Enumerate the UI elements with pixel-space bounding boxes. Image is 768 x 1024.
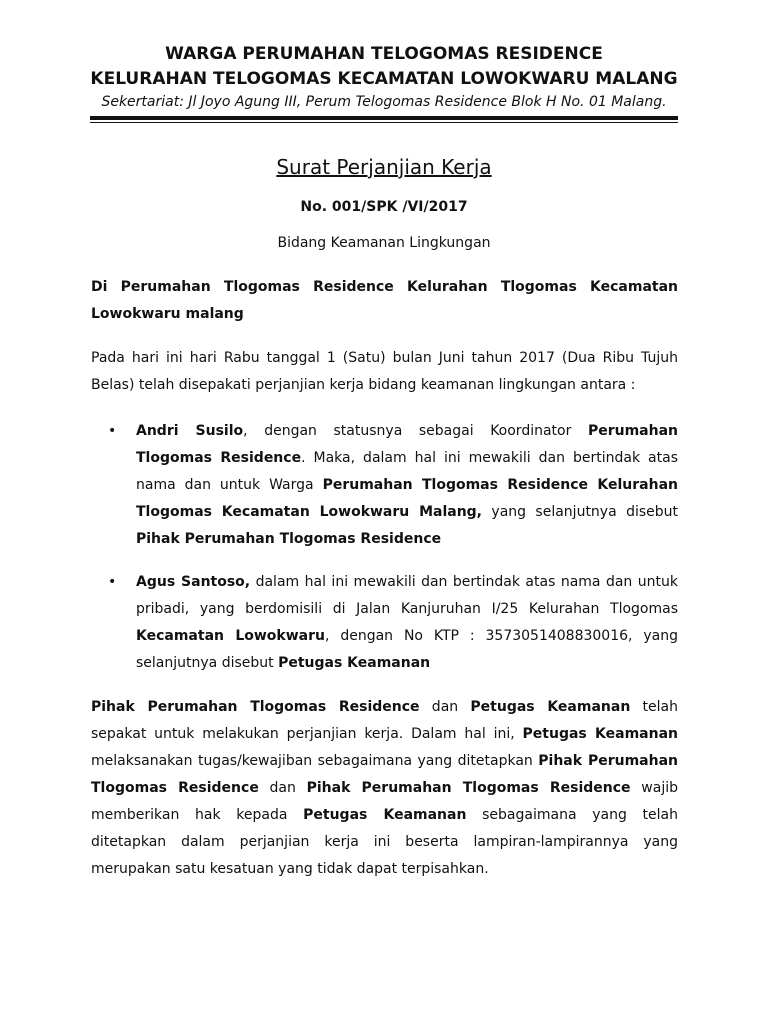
agreement-bold-text: Pihak Perumahan Tlogomas Residence bbox=[306, 780, 631, 796]
party-bold-text: Kecamatan Lowokwaru bbox=[136, 628, 325, 644]
agreement-text: melaksanakan tugas/kewajiban sebagaimana yang ditetapkan bbox=[91, 753, 539, 769]
agreement-bold-text: Petugas Keamanan bbox=[303, 807, 467, 823]
party-designation: Pihak Perumahan Tlogomas Residence bbox=[136, 531, 442, 547]
letterhead-organization: WARGA PERUMAHAN TELOGOMAS RESIDENCE bbox=[165, 44, 603, 64]
location-text: Di Perumahan Tlogomas Residence Kelurahan Tlogomas Kecamatan Lowokwaru malang bbox=[91, 279, 678, 322]
document-title: Surat Perjanjian Kerja bbox=[276, 155, 492, 179]
party-text: yang selanjutnya disebut bbox=[482, 504, 678, 520]
agreement-text: wajib memberikan hak kepada bbox=[91, 780, 678, 823]
location-paragraph bbox=[91, 274, 678, 328]
agreement-bold-text: Pihak Perumahan Tlogomas Residence bbox=[91, 699, 420, 715]
party-item-second bbox=[91, 569, 678, 677]
agreement-bold-text: Pihak Perumahan Tlogomas Residence bbox=[91, 753, 679, 796]
party-text: , dengan statusnya sebagai Koordinator bbox=[243, 423, 588, 439]
party-name: Agus Santoso, bbox=[136, 574, 251, 590]
party-text: , dengan No KTP : 3573051408830016, yang selanjutnya disebut bbox=[136, 628, 678, 671]
letterhead-address: Sekertariat: Jl Joyo Agung III, Perum Telogomas Residence Blok H No. 01 Malang. bbox=[101, 94, 667, 110]
party-name: Andri Susilo bbox=[136, 423, 244, 439]
agreement-text: telah sepakat untuk melakukan perjanjian kerja. Dalam hal ini, bbox=[91, 699, 679, 742]
document-field: Bidang Keamanan Lingkungan bbox=[277, 235, 491, 251]
agreement-text: sebagaimana yang telah ditetapkan dalam perjanjian kerja ini beserta lampiran-lampirannya yang merupakan satu kesatuan yang tidak dapat terpisahkan. bbox=[91, 807, 678, 877]
party-bold-text: Perumahan Tlogomas Residence Kelurahan Tlogomas Kecamatan Lowokwaru Malang, bbox=[136, 477, 679, 520]
agreement-text: dan bbox=[258, 780, 307, 796]
party-description bbox=[136, 569, 678, 677]
party-designation: Petugas Keamanan bbox=[278, 655, 431, 671]
agreement-text: dan bbox=[419, 699, 471, 715]
letterhead-region: KELURAHAN TELOGOMAS KECAMATAN LOWOKWARU MALANG bbox=[90, 69, 678, 89]
intro-paragraph: Pada hari ini hari Rabu tanggal 1 (Satu) bulan Juni tahun 2017 (Dua Ribu Tujuh Belas) telah disepakati perjanjian kerja bidang keamanan lingkungan antara : bbox=[91, 350, 678, 393]
agreement-bold-text: Petugas Keamanan bbox=[470, 699, 631, 715]
party-description bbox=[136, 418, 678, 553]
letterhead-divider-thick bbox=[90, 116, 678, 120]
party-text: dalam hal ini mewakili dan bertindak atas nama dan untuk pribadi, yang berdomisili di Jalan Kanjuruhan I/25 Kelurahan Tlogomas bbox=[136, 574, 678, 617]
party-text: . Maka, dalam hal ini mewakili dan bertindak atas nama dan untuk Warga bbox=[136, 450, 678, 493]
agreement-paragraph bbox=[91, 694, 678, 883]
party-item-first bbox=[91, 418, 678, 553]
party-bold-text: Perumahan Tlogomas Residence bbox=[136, 423, 679, 466]
bullet-icon: • bbox=[108, 574, 117, 590]
letterhead-divider-thin bbox=[90, 122, 678, 123]
bullet-icon: • bbox=[108, 423, 117, 439]
agreement-bold-text: Petugas Keamanan bbox=[522, 726, 678, 742]
document-number: No. 001/SPK /VI/2017 bbox=[300, 199, 468, 215]
